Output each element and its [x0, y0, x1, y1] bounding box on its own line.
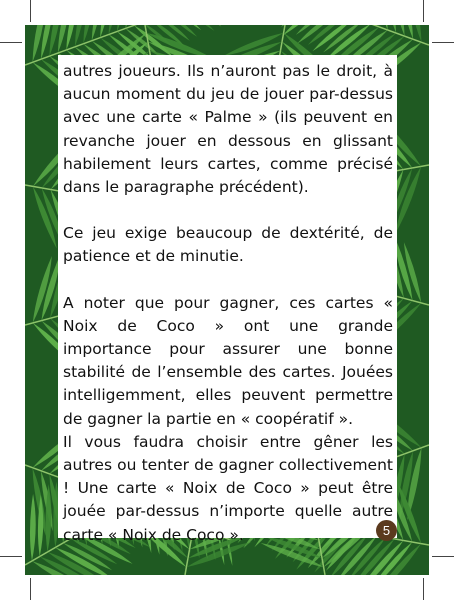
crop-mark — [30, 0, 31, 22]
crop-mark — [30, 578, 31, 600]
page-number-badge: 5 — [376, 520, 397, 541]
crop-mark — [0, 556, 22, 557]
paragraph: autres joueurs. Ils n’auront pas le droit, à aucun moment du jeu de jouer par-dessus avec une carte « Palme » (ils peuvent en revanche jouer en dessous en glissant habilement leurs cartes, comme précisé dans le paragraphe précédent). — [63, 62, 393, 197]
paragraph: Il vous faudra choisir entre gêner les autres ou tenter de gagner collectivement ! Une carte « Noix de Coco » peut être jouée par-dessus n’importe quelle autre carte « Noix de Coco ». — [63, 432, 393, 544]
crop-mark — [432, 556, 454, 557]
crop-mark — [423, 578, 424, 600]
crop-mark — [432, 42, 454, 43]
paragraph: A noter que pour gagner, ces cartes « Noix de Coco » ont une grande importance pour assurer une bonne stabilité de l’ensemble des cartes. Jouées intelligemment, elles peuvent permettre de gagner la partie en « coopératif ». — [63, 293, 393, 428]
crop-mark — [0, 42, 22, 43]
body-text — [63, 60, 393, 547]
paragraph: Ce jeu exige beaucoup de dextérité, de patience et de minutie. — [63, 224, 393, 266]
crop-mark — [423, 0, 424, 22]
